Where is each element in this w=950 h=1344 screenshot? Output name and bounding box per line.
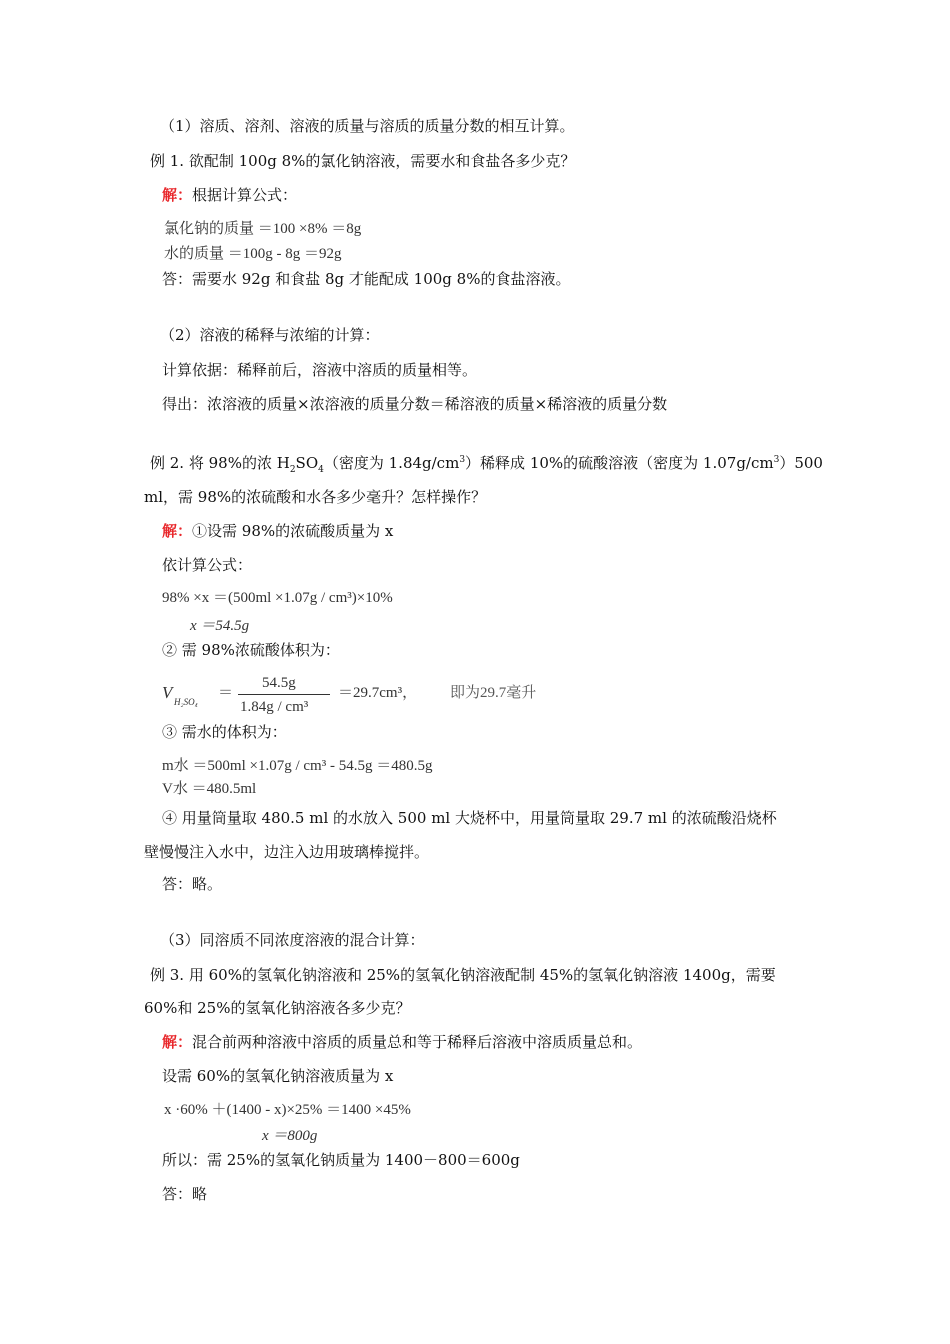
example2-question-line1: 例 2. 将 98%的浓 $H_2SO_4$（密度为 $1.84g/cm^3$）稀释成 10%的硫酸溶液（密度为 $1.07g/cm^3)500$ [150, 454, 823, 475]
answer3: 答：略 [162, 1185, 208, 1203]
solution-label: 解： [162, 186, 193, 204]
section3-heading: （3）同溶质不同浓度溶液的混合计算： [160, 931, 425, 949]
section1-heading: （1）溶质、溶剂、溶液的质量与溶质的质量分数的相互计算。 [160, 117, 575, 135]
therefore-line: 所以：需 25%的氢氧化钠质量为 1400－800＝600g [162, 1151, 520, 1169]
example3-question-line1: 例 3. 用 60%的氢氧化钠溶液和 25%的氢氧化钠溶液配制 45%的氢氧化钠溶液 1400g，需要 [150, 966, 776, 984]
formula-x-result: x ＝800g [262, 1128, 318, 1144]
answer1: 答：需要水 92g 和食盐 8g 才能配成 100g 8%的食盐溶液。 [162, 270, 571, 288]
formula-water-mass: 水的质量 ＝100g - 8g ＝92g [164, 246, 342, 262]
example2-question-line2: ml，需 98%的浓硫酸和水各多少毫升？怎样操作？ [144, 488, 487, 506]
dilution-basis: 计算依据：稀释前后，溶液中溶质的质量相等。 [162, 361, 478, 379]
formula-mass-equation: 98% ×x ＝(500ml ×1.07g / cm³)×10% [162, 590, 393, 606]
step3-label: ③ 需水的体积为： [162, 723, 287, 741]
answer2: 答：略。 [162, 875, 223, 893]
example1-question: 例 1. 欲配制 100g 8%的氯化钠溶液，需要水和食盐各多少克？ [150, 152, 576, 170]
solution-text: 根据计算公式： [192, 186, 298, 204]
volume-note: 即为29.7毫升 [450, 685, 537, 701]
equals-sign: ＝ [218, 685, 234, 701]
dilution-conclusion: 得出：浓溶液的质量×浓溶液的质量分数＝稀溶液的质量×稀溶液的质量分数 [162, 395, 668, 413]
solution-label: 解： [162, 1033, 193, 1051]
set-variable: 设需 60%的氢氧化钠溶液质量为 x [162, 1067, 394, 1085]
example3-question-line2: 60%和 25%的氢氧化钠溶液各多少克？ [144, 999, 411, 1017]
step4-line1: ④ 用量筒量取 480.5 ml 的水放入 500 ml 大烧杯中，用量筒量取 29.7 ml 的浓硫酸沿烧杯 [162, 809, 777, 827]
formula-intro: 依计算公式： [162, 556, 253, 574]
step4-line2: 壁慢慢注入水中，边注入边用玻璃棒搅拌。 [144, 843, 430, 861]
formula-x-result: x ＝54.5g [190, 618, 250, 634]
formula-water-volume: V水 ＝480.5ml [162, 781, 257, 797]
solution-text: 混合前两种溶液中溶质的质量总和等于稀释后溶液中溶质质量总和。 [192, 1033, 643, 1051]
volume-subscript: H₂SO₄ [174, 697, 198, 707]
solution-label: 解： [162, 522, 193, 540]
fraction-numerator: 54.5g [262, 675, 296, 691]
volume-symbol: V [162, 683, 173, 702]
solution2 [162, 521, 393, 541]
section2-heading: （2）溶液的稀释与浓缩的计算： [160, 326, 380, 344]
step2-label: ② 需 98%浓硫酸体积为： [162, 641, 340, 659]
fraction-bar [238, 694, 330, 695]
volume-result: ＝29.7cm³， [338, 685, 418, 701]
formula-mix-equation: x ·60% ＋(1400 - x)×25% ＝1400 ×45% [164, 1102, 411, 1118]
formula-nacl-mass: 氯化钠的质量 ＝100 ×8% ＝8g [164, 221, 362, 237]
solution1 [162, 185, 297, 205]
solution-step1: ①设需 98%的浓硫酸质量为 x [192, 522, 394, 540]
fraction-denominator: 1.84g / cm³ [240, 699, 309, 715]
solution3 [162, 1032, 642, 1052]
formula-water-mass: m水 ＝500ml ×1.07g / cm³ - 54.5g ＝480.5g [162, 758, 433, 774]
